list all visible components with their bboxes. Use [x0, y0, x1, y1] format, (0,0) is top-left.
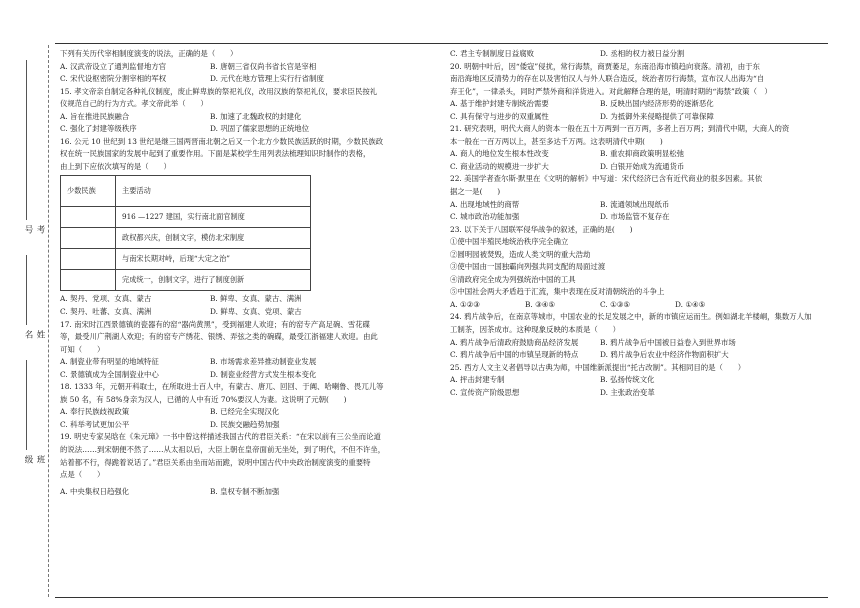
q25-options-ab [450, 374, 830, 387]
q20-option-d: D. 为抵御外来侵略提供了可靠保障 [600, 111, 714, 121]
q16-option-c: C. 契丹、吐蕃、女真、满洲 [60, 307, 152, 317]
q22-option-b: B. 流通领域出现纸币 [600, 199, 670, 209]
q25-option-b: B. 弘扬传统文化 [600, 375, 655, 385]
q23-item-4: ④清政府完全成为列强统治中国的工具 [450, 274, 576, 284]
q20-option-b: B. 反映出国内经济形势的逐渐恶化 [600, 99, 714, 109]
q24-option-a: A. 鸦片战争后清政府鼓励商品经济发展 [450, 337, 579, 347]
q15-options-cd [60, 123, 432, 136]
table-blank-cell [61, 207, 116, 228]
q14-option-d: D. 元代在地方管理上实行行省制度 [210, 74, 324, 84]
q19-option-c: C. 君主专制制度日益腐败 [450, 49, 534, 58]
q21-options-ab [450, 148, 830, 161]
q16-option-b: B. 鲜卑、女真、蒙古、满洲 [210, 294, 302, 304]
q20-options-ab [450, 98, 830, 111]
q19-options-ab [60, 486, 432, 499]
q22-option-d: D. 市场监管不复存在 [600, 212, 670, 222]
q23-item-2: ②圆明园被焚毁，造成人类文明的重大浩劫 [450, 249, 591, 259]
q25-stem: 25. 西方人文主义者倡导以古典为师，中国维新派提出“托古改制”。其相同目的是（ ） [450, 362, 746, 372]
q17-options-cd [60, 369, 432, 382]
q18-stem-line2: 族 50 名，有 58%身亲为汉人，已循的人中有近 70%要汉人为妻。这说明了元朝( ) [60, 394, 347, 404]
table-cell: 完成统一，创制文字，进行了制度创新 [116, 270, 311, 291]
q17-stem-line3: 可知（ ） [60, 344, 105, 354]
table-header-row [61, 176, 311, 207]
q16-stem-line2: 权在统一民族国家的发展中起到了重要作用。下面是某校学生用列表法梳理知识时制作的表格， [60, 149, 371, 159]
q14-option-a: A. 汉武帝设立了通判监督地方官 [60, 61, 167, 71]
q21-option-a: A. 商人的地位发生根本性改变 [450, 149, 549, 159]
q17-stem-line2: 等，最受川广荆湖人欢迎；有的窑专产绣花、银绣、弄弦之类的碗碟，最受江浙福建人欢迎。由此 [60, 332, 378, 342]
q24-option-d: D. 鸦片战争后农业中经济作物面积扩大 [600, 350, 729, 360]
q20-option-a: A. 基于维护封建专制统治需要 [450, 99, 549, 109]
table-row [61, 270, 311, 291]
q24-stem-line1: 24. 鸦片战争后，在南京等城市，中国农业的长足发展之中，新的市镇应运而生。例如湖北羊楼峒，集数万人加 [450, 312, 812, 322]
q16-stem-line1: 16. 公元 10 世纪到 13 世纪是继三国两晋南北朝之后又一个北方少数民族活跃的时期，少数民族政 [60, 136, 384, 146]
q19-stem-line3: 站着都不行，得跪着说话了。”君臣关系由坐而站而跪，说明中国古代中央政治制度演变的重要特 [60, 457, 371, 467]
q14-stem: 下列有关历代宰相制度演变的说法，正确的是（ ） [60, 49, 238, 58]
q25-option-d: D. 主张政治变革 [600, 387, 655, 397]
q19-options-cd [450, 48, 830, 61]
q16-options-ab [60, 293, 432, 306]
q19-stem-line1: 19. 明史专家吴晗在《朱元璋》一书中曾这样描述我国古代的君臣关系：“在宋以前有三公坐而论道 [60, 432, 381, 442]
table-row [61, 249, 311, 270]
q16-option-d: D. 鲜卑、女真、党项、蒙古 [210, 307, 302, 317]
table-cell: 916 —1227 建国，实行南北面官制度 [116, 207, 311, 228]
q20-options-cd [450, 111, 830, 124]
q15-option-c: C. 强化了封建等级秩序 [60, 124, 137, 134]
q23-item-1: ①使中国半殖民地统治秩序完全确立 [450, 237, 569, 247]
q22-stem-line2: 据之一是( ) [450, 187, 501, 197]
q18-options-cd [60, 419, 432, 432]
right-column [450, 48, 830, 399]
q15-option-d: D. 巩固了儒家思想的正统地位 [210, 124, 310, 134]
q23-option-c: C. ①③⑤ [600, 299, 630, 309]
q15-option-b: B. 加速了北魏政权的封建化 [210, 111, 302, 121]
q19-stem-line2: 的说法……到宋朝便不然了……从太祖以后，大臣上朝在皇帝面前无坐处，到了明代，不但不许坐， [60, 445, 386, 455]
table-header-activity: 主要活动 [116, 176, 311, 207]
xingming-blank-line [26, 255, 27, 325]
q14-options-ab [60, 61, 432, 74]
q18-option-b: B. 已经完全实现汉化 [210, 407, 280, 417]
banji-label: 班级 [23, 455, 45, 466]
q22-option-c: C. 城市政治功能加强 [450, 212, 520, 222]
q25-option-a: A. 抨击封建专制 [450, 375, 505, 385]
q15-stem-line2: 仪规范自己的行为方式。孝文帝此举（ ） [60, 99, 208, 109]
q20-stem-line3: 弃王化”，一律杀头，同时严禁外商和洋货进入。对此解释合理的是，明清时期的“海禁”政策（ ） [450, 86, 772, 96]
q17-option-d: D. 制瓷业经营方式发生根本变化 [210, 369, 317, 379]
table-cell: 与南宋长期对峙，后现“大定之治” [116, 249, 311, 270]
q18-stem-line1: 18. 1333 年，元朝开科取士，在所取进士百人中，有蒙古、唐兀、回回、于阗、哈喇鲁、畏兀儿等 [60, 382, 384, 392]
q22-option-a: A. 出现地域性的商帮 [450, 199, 520, 209]
q23-option-b: B. ③④⑤ [525, 299, 556, 309]
table-header-minority: 少数民族 [61, 176, 116, 207]
xingming-label: 姓名 [23, 330, 45, 341]
q23-stem: 23. 以下关于八国联军侵华战争的叙述，正确的是( ) [450, 224, 633, 234]
q16-options-cd [60, 306, 432, 319]
q22-options-cd [450, 211, 830, 224]
q16-option-a: A. 契丹、党项、女真、蒙古 [60, 294, 152, 304]
table-row [61, 207, 311, 228]
q20-option-c: C. 具有保守与进步的双重属性 [450, 111, 549, 121]
binding-dashed-line [48, 45, 49, 597]
bottom-border [55, 597, 828, 598]
q14-option-c: C. 宋代设枢密院分割宰相的军权 [60, 74, 167, 84]
q17-option-a: A. 制瓷业带有明显的地域特征 [60, 357, 159, 367]
q21-option-c: C. 商业活动的规模进一步扩大 [450, 161, 549, 171]
q23-item-5: ⑤中国社会两大矛盾趋于汇流，集中表现在反对清朝统治的斗争上 [450, 287, 665, 297]
q18-option-c: C. 科举考试更加公平 [60, 419, 130, 429]
q19-option-b: B. 皇权专制不断加强 [210, 486, 280, 496]
q24-options-ab [450, 337, 830, 350]
q25-options-cd [450, 387, 830, 400]
q14-option-b: B. 唐朝三省仅尚书省长官是宰相 [210, 61, 317, 71]
q17-option-b: B. 市场需求差异推动制瓷业发展 [210, 357, 317, 367]
q18-options-ab [60, 406, 432, 419]
table-row [61, 228, 311, 249]
q22-stem-line1: 22. 美国学者查尔斯·默里在《文明的解析》中写道：宋代经济已含有近代商业的很多因素。其依 [450, 174, 763, 184]
q18-option-d: D. 民族交融趋势加强 [210, 419, 280, 429]
q24-option-b: B. 鸦片战争后中国被日益卷入到世界市场 [600, 337, 736, 347]
q24-option-c: C. 鸦片战争后中国的市镇呈现新的特点 [450, 350, 579, 360]
q17-stem-line1: 17. 南宋时江西景德镇的瓷器有的窑“器尚黄黑”，受到福建人欢迎；有的窑专产高足碗、雪花碟 [60, 319, 370, 329]
q16-stem-line3: 由上到下应依次填写的是（ ） [60, 161, 171, 171]
table-blank-cell [61, 270, 116, 291]
q21-option-d: D. 白银开始成为流通货币 [600, 161, 685, 171]
q24-stem-line2: 工制茶，因茶成市。这种现象反映的本质是（ ） [450, 325, 620, 335]
q23-option-a: A. ①②③ [450, 299, 480, 309]
left-column [60, 48, 432, 498]
table-blank-cell [61, 228, 116, 249]
q19-stem-line4: 点是（ ） [60, 470, 105, 480]
q17-option-c: C. 景德镇成为全国制瓷业中心 [60, 369, 159, 379]
q23-option-d: D. ①④⑤ [675, 299, 706, 309]
kaohao-label: 考号 [23, 225, 45, 236]
q23-options [450, 299, 830, 312]
q14-options-cd [60, 73, 432, 86]
banji-blank-line [26, 360, 27, 450]
kaohao-blank-line [26, 60, 27, 220]
q25-option-c: C. 宣传资产阶级思想 [450, 387, 520, 397]
q15-options-ab [60, 111, 432, 124]
table-cell: 政权都兴庆，创制文字，模仿北宋制度 [116, 228, 311, 249]
q21-options-cd [450, 161, 830, 174]
q23-item-3: ③使中国由一国独霸向列强共同支配的局面过渡 [450, 262, 606, 272]
q15-option-a: A. 旨在推进民族融合 [60, 111, 130, 121]
q22-options-ab [450, 199, 830, 212]
q21-stem-line2: 本一般在一百万两以上，甚至多达千万两。这表明清代中期( ) [450, 136, 663, 146]
q15-stem-line1: 15. 孝文帝亲自制定各种礼仪制度，废止鲜卑族的祭祀礼仪，改用汉族的祭祀礼仪，要求臣民按礼 [60, 86, 378, 96]
q20-stem-line2: 南沿海地区反清势力的存在以及害怕汉人与外人联合造反，统治者厉行海禁，宣布汉人出海为“自 [450, 74, 765, 84]
top-border [55, 43, 828, 44]
q21-stem-line1: 21. 研究表明，明代大商人的资本一般在五十万两到一百万两，多者上百万两；到清代中期，大商人的资 [450, 124, 790, 134]
q19-option-d: D. 丞相的权力被日益分割 [600, 49, 685, 58]
table-blank-cell [61, 249, 116, 270]
q21-option-b: B. 重农抑商政策明显松弛 [600, 149, 685, 159]
q20-stem-line1: 20. 明朝中叶后，因“倭寇”侵扰，常行海禁，商贾萎足，东南沿海市镇趋向衰落。清初，由于东 [450, 61, 760, 71]
ethnic-regime-table [60, 175, 311, 291]
q18-option-a: A. 奉行民族歧视政策 [60, 407, 130, 417]
q24-options-cd [450, 349, 830, 362]
q19-option-a: A. 中央集权日趋强化 [60, 486, 130, 496]
q17-options-ab [60, 356, 432, 369]
